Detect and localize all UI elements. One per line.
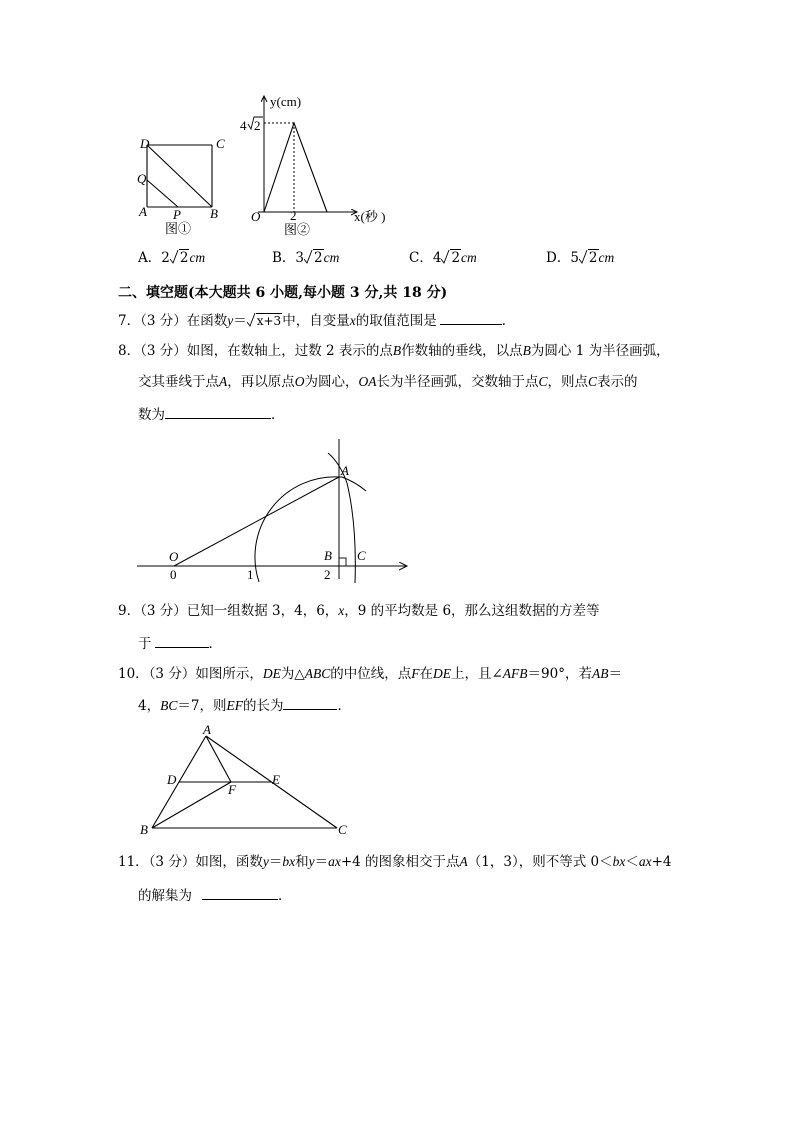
question-11-line-2: 的解集为 ． bbox=[138, 885, 292, 906]
label-c: C bbox=[357, 548, 366, 563]
diagonal-db bbox=[147, 145, 212, 207]
figure-1 bbox=[130, 130, 230, 242]
x-axis-label: x(秒 ) bbox=[354, 209, 386, 224]
y-axis-label: y(cm) bbox=[270, 94, 302, 109]
q8-answer-blank[interactable] bbox=[165, 404, 271, 419]
label-q: Q bbox=[137, 171, 147, 186]
y-tick-coef: 4 bbox=[240, 118, 247, 133]
option-d[interactable]: D．5 2cm bbox=[546, 250, 615, 266]
y-tick-root: 2 bbox=[254, 118, 261, 133]
label-c: C bbox=[216, 136, 225, 151]
figure-q8 bbox=[135, 435, 415, 585]
figure-q10 bbox=[135, 724, 355, 840]
label-a: A bbox=[341, 463, 349, 478]
label-e: E bbox=[272, 772, 280, 787]
graph-line bbox=[264, 123, 327, 212]
segment-af bbox=[206, 736, 231, 782]
question-9-line-2: 于 ． bbox=[138, 633, 222, 654]
q7-answer-blank[interactable] bbox=[440, 310, 502, 325]
figure-2-caption: 图② bbox=[284, 222, 311, 237]
square-abcd bbox=[147, 145, 212, 207]
question-10-line-1: 10．（3 分）如图所示，DE为△ABC的中位线，点F在DE上，且∠AFB＝90°，若AB＝ bbox=[118, 666, 622, 682]
label-c: C bbox=[338, 822, 347, 837]
question-7: 7．（3 分）在函数y＝ x+3中，自变量x的取值范围是 ． bbox=[118, 310, 515, 331]
section-2-title: 二、填空题(本大题共 6 小题,每小题 3 分,共 18 分) bbox=[118, 285, 448, 301]
tick-2: 2 bbox=[324, 567, 331, 582]
origin-label: O bbox=[251, 209, 261, 224]
question-11-line-1: 11．（3 分）如图，函数y＝bx和y＝ax+4 的图象相交于点A（1，3），则不等式 0＜bx＜ax+4 bbox=[118, 854, 672, 870]
label-a: A bbox=[139, 204, 147, 219]
q9-answer-blank[interactable] bbox=[155, 633, 209, 648]
question-10-line-2: 4，BC＝7，则EF的长为 ． bbox=[138, 695, 351, 716]
label-p: P bbox=[173, 207, 181, 222]
figure-2 bbox=[232, 92, 402, 242]
q11-answer-blank[interactable] bbox=[202, 885, 278, 900]
segment-qp bbox=[147, 180, 178, 207]
label-o: O bbox=[169, 549, 179, 564]
label-a: A bbox=[203, 724, 211, 737]
option-a[interactable]: A．2 2cm bbox=[138, 250, 206, 266]
label-d: D bbox=[167, 772, 177, 787]
label-b: B bbox=[210, 206, 218, 221]
question-8-line-2: 交其垂线于点A，再以原点O为圆心，OA长为半径画弧，交数轴于点C，则点C表示的 bbox=[138, 374, 638, 390]
label-f: F bbox=[228, 782, 236, 797]
question-8-line-3: 数为 ． bbox=[138, 404, 285, 425]
label-d: D bbox=[140, 136, 150, 151]
option-c[interactable]: C．4 2cm bbox=[409, 250, 477, 266]
tick-1: 1 bbox=[247, 567, 254, 582]
figure-1-caption: 图① bbox=[165, 221, 192, 236]
sqrt-expression: x+3 bbox=[247, 311, 282, 331]
label-b: B bbox=[140, 822, 148, 837]
segment-oa bbox=[174, 477, 339, 566]
question-8-line-1: 8．（3 分）如图，在数轴上，过数 2 表示的点B作数轴的垂线，以点B为圆心 1 为半径画弧， bbox=[118, 343, 670, 359]
label-b: B bbox=[324, 548, 332, 563]
right-angle-mark bbox=[339, 558, 346, 566]
triangle-abc bbox=[152, 736, 337, 828]
segment-bf bbox=[152, 782, 231, 828]
question-9-line-1: 9．（3 分）已知一组数据 3，4，6，x，9 的平均数是 6，那么这组数据的方差等 bbox=[118, 603, 600, 619]
x-tick: 2 bbox=[290, 208, 297, 223]
option-b[interactable]: B．3 2cm bbox=[272, 250, 340, 266]
q10-answer-blank[interactable] bbox=[283, 695, 337, 710]
tick-0: 0 bbox=[170, 567, 177, 582]
